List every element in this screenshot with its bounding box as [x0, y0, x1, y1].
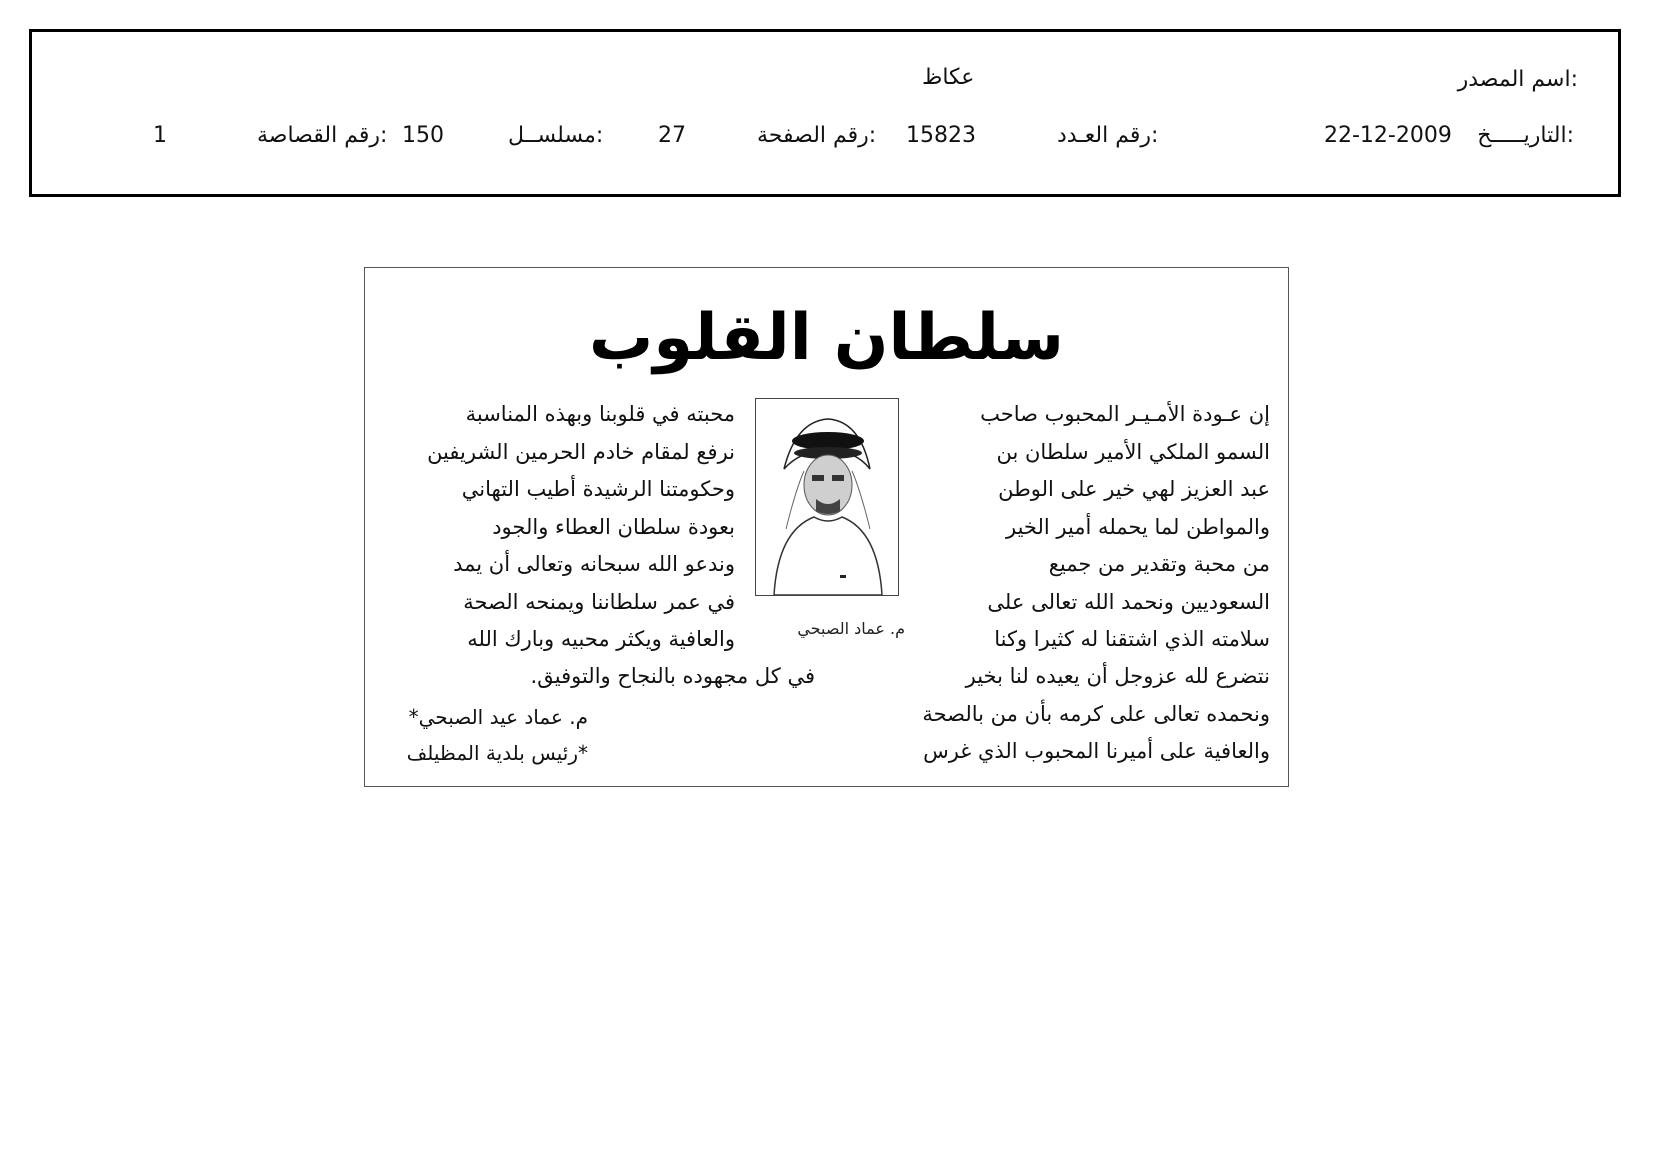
- source-label: اسم المصدر:: [1457, 67, 1578, 92]
- article-line: في كل مجهوده بالنجاح والتوفيق.: [530, 664, 815, 688]
- article-line: نتضرع لله عزوجل أن يعيده لنا بخير: [965, 664, 1270, 688]
- article-line: السعوديين ونحمد الله تعالى على: [987, 589, 1270, 614]
- article-line: من محبة وتقدير من جميع: [1048, 552, 1270, 576]
- article-right-column: [925, 396, 1270, 659]
- clip-value: 1: [153, 123, 167, 148]
- serial-label: مسلســل:: [508, 123, 604, 148]
- article-line: بعودة سلطان العطاء والجود: [492, 514, 735, 539]
- source-value: عكاظ: [922, 65, 975, 90]
- signature-title: *رئيس بلدية المظيلف: [406, 741, 588, 765]
- serial-value: 150: [402, 123, 444, 148]
- article-line: والعافية ويكثر محبيه وبارك الله: [467, 627, 735, 651]
- article-left-column: [375, 396, 735, 659]
- date-label: التاريـــــخ:: [1477, 123, 1574, 148]
- article-line: والمواطن لما يحمله أمير الخير: [1005, 514, 1270, 539]
- article-left-column-end: [425, 658, 815, 696]
- article-line: عبد العزيز لهي خير على الوطن: [998, 477, 1270, 501]
- article-line: وندعو الله سبحانه وتعالى أن يمد: [453, 552, 735, 576]
- clip-label: رقم القصاصة:: [257, 123, 388, 148]
- author-portrait-icon: [756, 399, 898, 595]
- article-right-column-continued: [830, 658, 1270, 771]
- article-line: نرفع لمقام خادم الحرمين الشريفين: [427, 439, 735, 464]
- article-headline: سلطان القلوب: [589, 301, 1064, 375]
- issue-label: رقم العـدد:: [1057, 123, 1159, 148]
- author-photo: [755, 398, 899, 596]
- article-line: إن عـودة الأمـيـر المحبوب صاحب: [980, 402, 1270, 426]
- article-line: والعافية على أميرنا المحبوب الذي غرس: [923, 739, 1270, 763]
- signature-name: م. عماد عيد الصبحي*: [408, 705, 588, 729]
- date-value: 22-12-2009: [1324, 123, 1452, 148]
- article-line: السمو الملكي الأمير سلطان بن: [996, 439, 1270, 464]
- article-line: سلامته الذي اشتقنا له كثيرا وكنا: [994, 627, 1270, 651]
- article-line: في عمر سلطاننا ويمنحه الصحة: [463, 589, 735, 614]
- photo-caption: م. عماد الصبحي: [797, 619, 905, 638]
- newspaper-clipping: [364, 267, 1289, 787]
- source-info-box: [29, 29, 1621, 197]
- article-line: محبته في قلوبنا وبهذه المناسبة: [465, 402, 735, 426]
- page-label: رقم الصفحة:: [757, 123, 877, 148]
- article-line: وحكومتنا الرشيدة أطيب التهاني: [461, 477, 735, 501]
- issue-value: 15823: [906, 123, 976, 148]
- page-value: 27: [658, 123, 686, 148]
- article-line: ونحمده تعالى على كرمه بأن من بالصحة: [922, 701, 1270, 726]
